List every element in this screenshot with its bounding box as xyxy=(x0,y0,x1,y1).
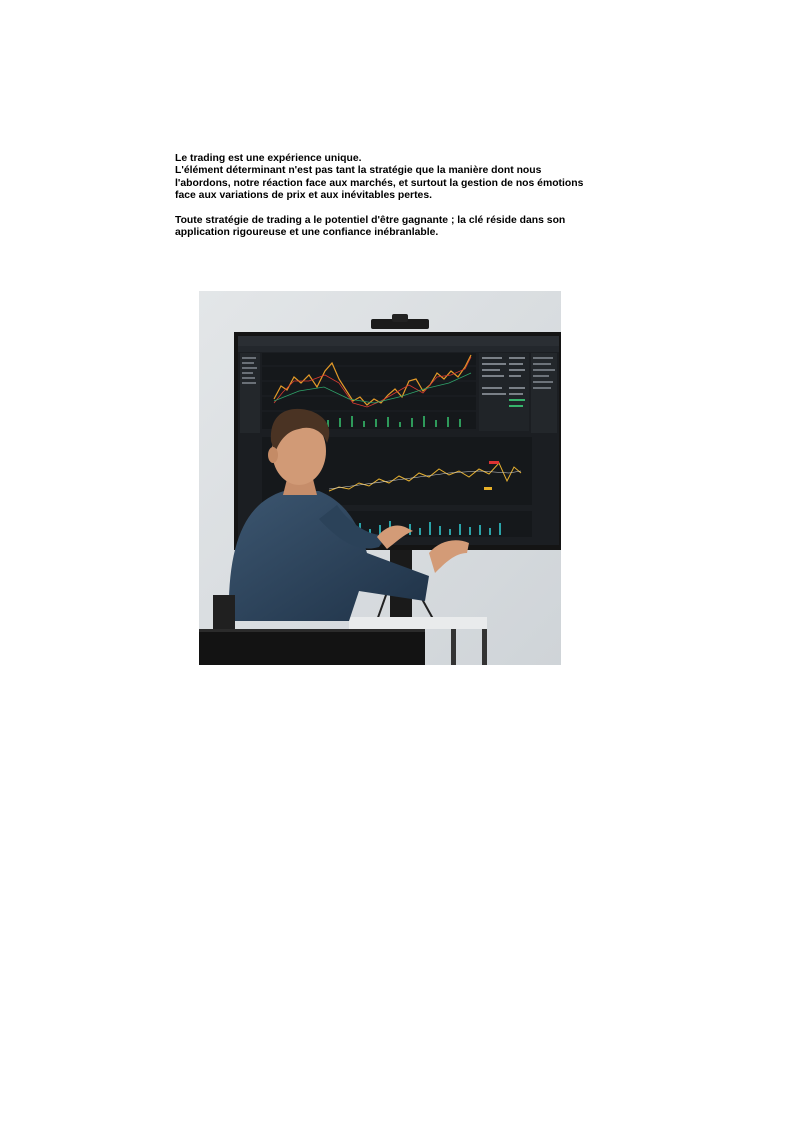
text-line: Toute stratégie de trading a le potentiel d'être gagnante ; la clé réside dans son xyxy=(175,215,566,227)
paragraph-2 xyxy=(175,215,605,240)
trader-presentation-photo xyxy=(199,291,561,665)
intro-text xyxy=(175,153,605,240)
text-line: Le trading est une expérience unique. xyxy=(175,153,362,164)
text-line: l'abordons, notre réaction face aux marchés, et surtout la gestion de nos émotions xyxy=(175,177,584,189)
text-line: face aux variations de prix et aux inévitables pertes. xyxy=(175,190,432,202)
text-line: application rigoureuse et une confiance inébranlable. xyxy=(175,227,439,239)
paragraph-1 xyxy=(175,153,605,203)
text-line: L'élément déterminant n'est pas tant la stratégie que la manière dont nous xyxy=(175,165,542,177)
